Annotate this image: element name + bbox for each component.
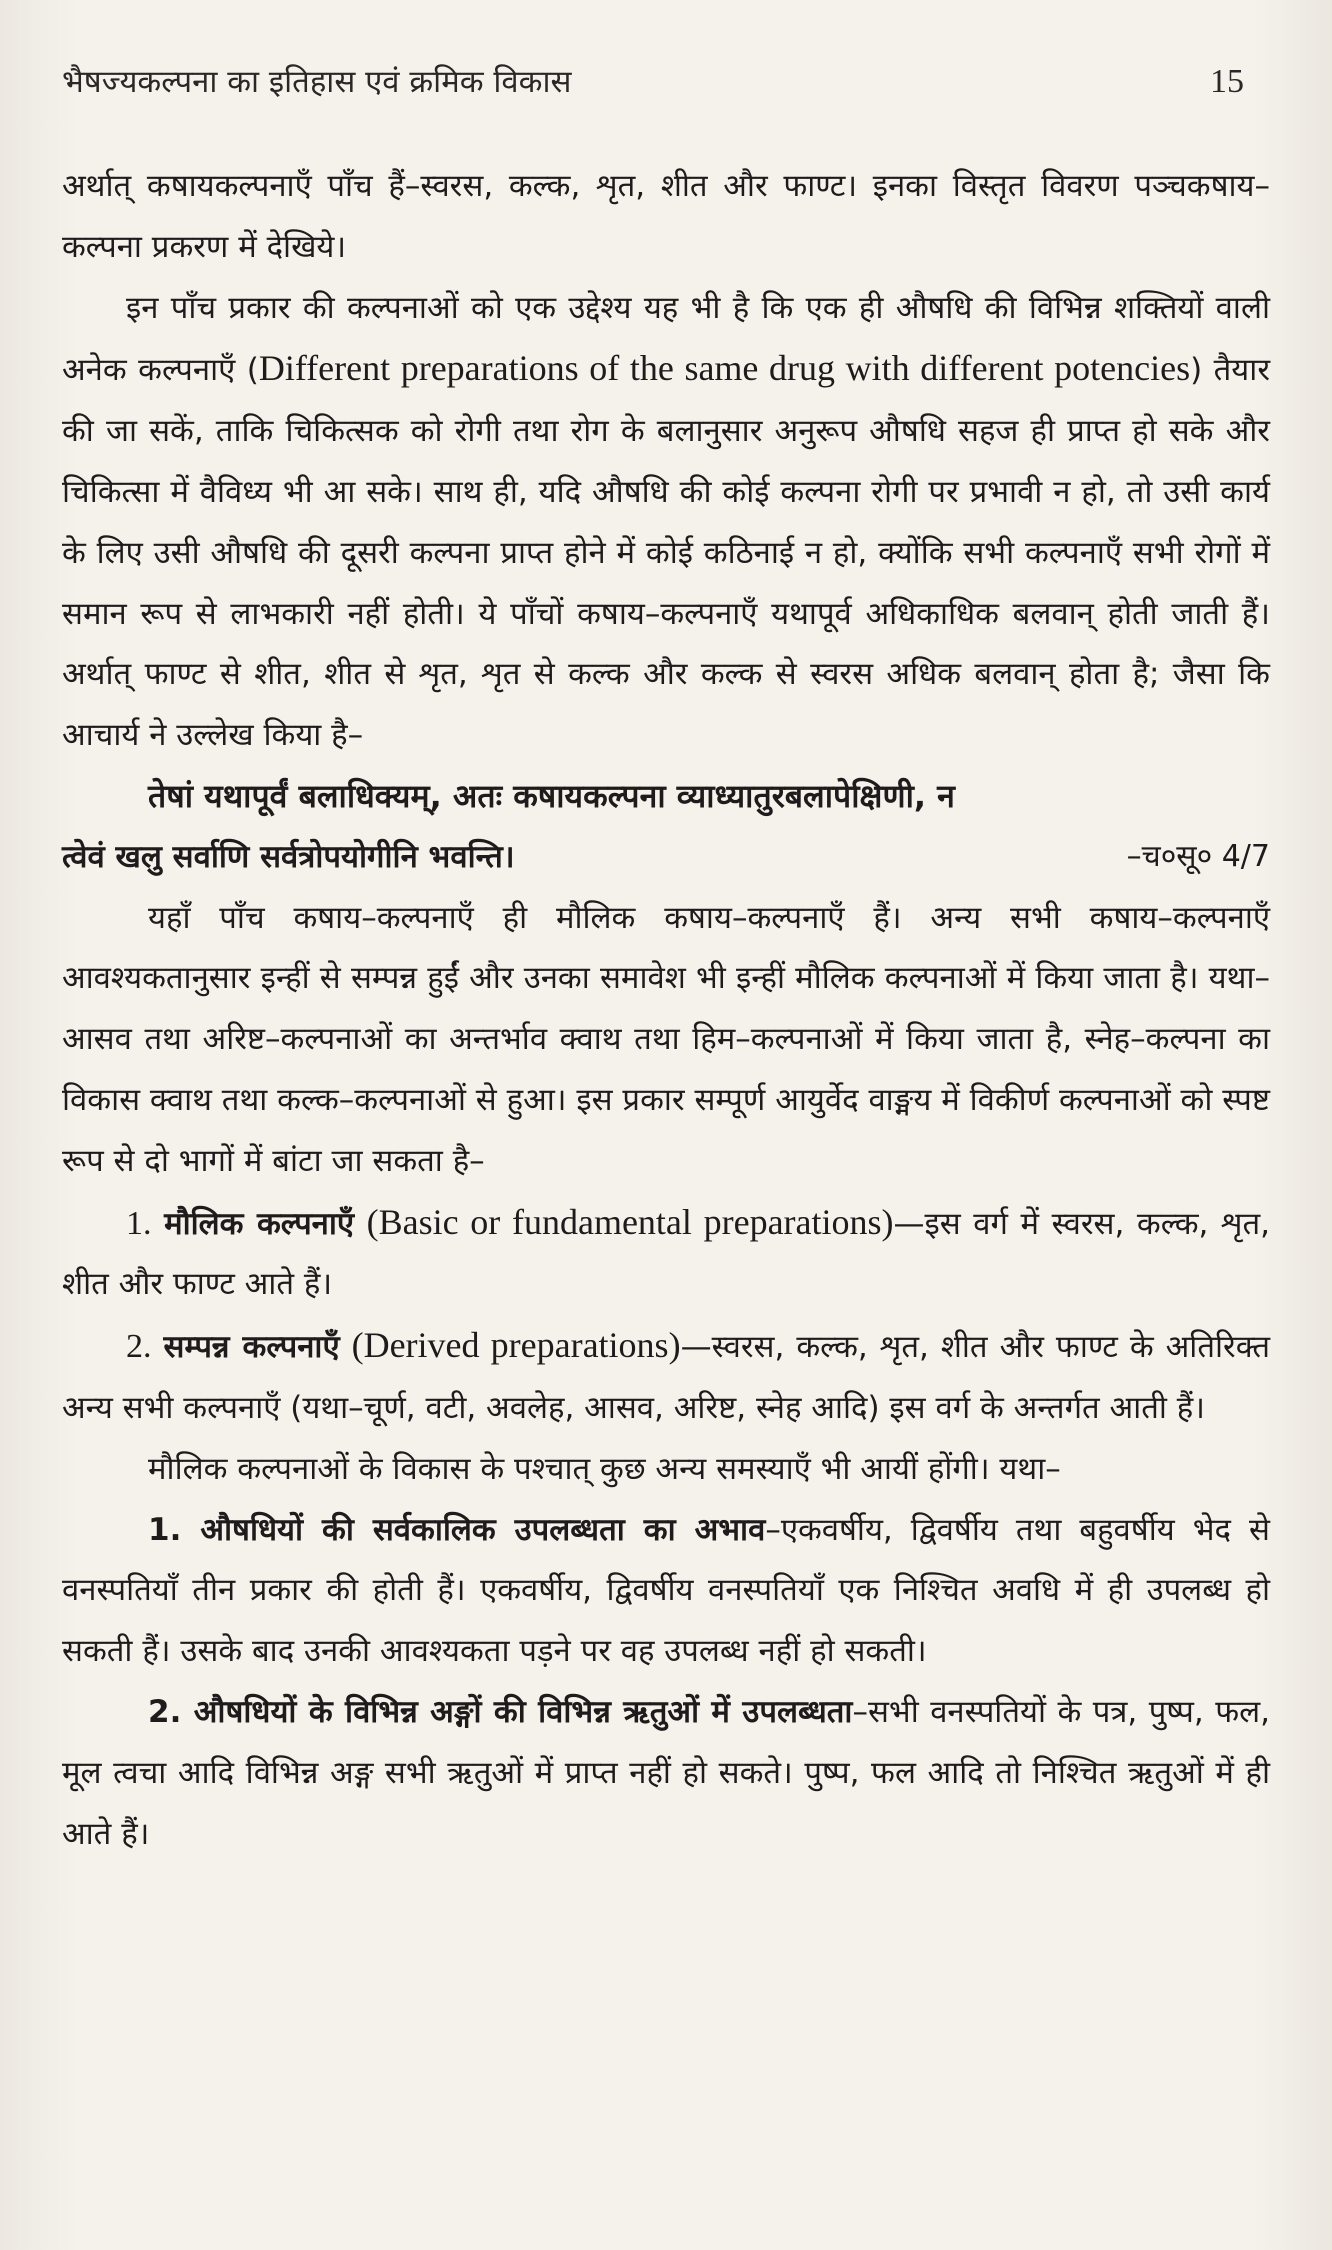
sanskrit-verse-line-2-row: [62, 827, 1270, 888]
subsection-2: [62, 1682, 1270, 1864]
list-item-heading: सम्पन्न कल्पनाएँ: [163, 1329, 340, 1366]
subsection-text: –सभी वनस्पतियों के पत्र, पुष्प, फल, मूल त्वचा आदि विभिन्न अङ्ग सभी ऋतुओं में प्राप्त नहीं हो सकते। पुष्प, फल आदि तो निश्चित ऋतुओं में ही आते हैं।: [62, 1693, 1270, 1852]
list-item-basic: [62, 1192, 1270, 1316]
list-item-text: —इस वर्ग में स्वरस, कल्क, शृत, शीत और फाण्ट आते हैं।: [62, 1205, 1271, 1303]
chapter-title: भैषज्यकल्पना का इतिहास एवं क्रमिक विकास: [62, 64, 572, 100]
sanskrit-verse-line-2: त्वेवं खलु सर्वाणि सर्वत्रोपयोगीनि भवन्ति।: [62, 838, 515, 875]
paragraph-2-part-b: ) तैयार की जा सकें, ताकि चिकित्सक को रोगी तथा रोग के बलानुसार अनुरूप औषधि सहज ही प्राप्त हो सके और चिकित्सा में वैविध्य भी आ सके। साथ ही, यदि औषधि की कोई कल्पना रोगी पर प्रभावी न हो, तो उसी कार्य के लिए उसी औषधि की दूसरी कल्पना प्राप्त होने में कोई कठिनाई न हो, क्योंकि सभी कल्पनाएँ सभी रोगों में समान रूप से लाभकारी नहीं होती। ये पाँचों कषाय–कल्पनाएँ यथापूर्व अधिकाधिक बलवान् होती जाती हैं। अर्थात् फाण्ट से शीत, शीत से शृत, शृत से कल्क और कल्क से स्वरस अधिक बलवान् होता है; जैसा कि आचार्य ने उल्लेख किया है–: [62, 352, 1270, 754]
paragraph-3: यहाँ पाँच कषाय–कल्पनाएँ ही मौलिक कषाय–कल्पनाएँ हैं। अन्य सभी कषाय–कल्पनाएँ आवश्यकतानुसार इन्हीं से सम्पन्न हुईं और उनका समावेश भी इन्हीं मौलिक कल्पनाओं में किया जाता है। यथा–आसव तथा अरिष्ट–कल्पनाओं का अन्तर्भाव क्वाथ तथा हिम–कल्पनाओं में किया जाता है, स्नेह–कल्पना का विकास क्वाथ तथा कल्क–कल्पनाओं से हुआ। इस प्रकार सम्पूर्ण आयुर्वेद वाङ्मय में विकीर्ण कल्पनाओं को स्पष्ट रूप से दो भागों में बांटा जा सकता है–: [62, 899, 1270, 1179]
english-gloss: (Derived preparations): [351, 1325, 681, 1366]
page-body: [62, 156, 1270, 1864]
subsection-1: [62, 1500, 1270, 1682]
english-gloss: Different preparations of the same drug with different potencies: [258, 348, 1191, 389]
verse-citation: –च०सू० 4/7: [1126, 838, 1270, 874]
sanskrit-verse-line-1: तेषां यथापूर्वं बलाधिक्यम्, अतः कषायकल्पना व्याध्यातुरबलापेक्षिणी, न: [148, 776, 955, 815]
list-item-derived: [62, 1315, 1270, 1439]
list-item-number: 1.: [126, 1204, 152, 1242]
paragraph-2: [62, 278, 1270, 766]
paragraph-2-part-a: इन पाँच प्रकार की कल्पनाओं को एक उद्देश्य यह भी है कि एक ही औषधि की विभिन्न शक्तियों वाली अनेक कल्पनाएँ (: [62, 289, 1270, 389]
subsection-heading: 1. औषधियों की सर्वकालिक उपलब्धता का अभाव: [148, 1511, 766, 1548]
subsection-text: –एकवर्षीय, द्विवर्षीय तथा बहुवर्षीय भेद से वनस्पतियाँ तीन प्रकार की होती हैं। एकवर्षीय, द्विवर्षीय वनस्पतियाँ एक निश्चित अवधि में ही उपलब्ध हो सकती हैं। उसके बाद उनकी आवश्यकता पड़ने पर वह उपलब्ध नहीं हो सकती।: [62, 1511, 1270, 1670]
list-item-number: 2.: [126, 1328, 152, 1366]
running-header: [62, 60, 1270, 102]
list-item-text: —स्वरस, कल्क, शृत, शीत और फाण्ट के अतिरिक्त अन्य सभी कल्पनाएँ (यथा–चूर्ण, वटी, अवलेह, आसव, अरिष्ट, स्नेह आदि) इस वर्ग के अन्तर्गत आती हैं।: [62, 1329, 1270, 1426]
page-number: 15: [1210, 63, 1244, 100]
list-item-heading: मौलिक कल्पनाएँ: [164, 1205, 355, 1242]
subsection-heading: 2. औषधियों के विभिन्न अङ्गों की विभिन्न ऋतुओं में उपलब्धता: [148, 1693, 853, 1730]
english-gloss: (Basic or fundamental preparations): [366, 1201, 894, 1242]
paragraph-4: मौलिक कल्पनाओं के विकास के पश्चात् कुछ अन्य समस्याएँ भी आयीं होंगी। यथा–: [148, 1450, 1061, 1487]
paragraph-1: अर्थात् कषायकल्पनाएँ पाँच हैं–स्वरस, कल्क, शृत, शीत और फाण्ट। इनका विस्तृत विवरण पञ्चकषाय–कल्पना प्रकरण में देखिये।: [62, 168, 1270, 265]
